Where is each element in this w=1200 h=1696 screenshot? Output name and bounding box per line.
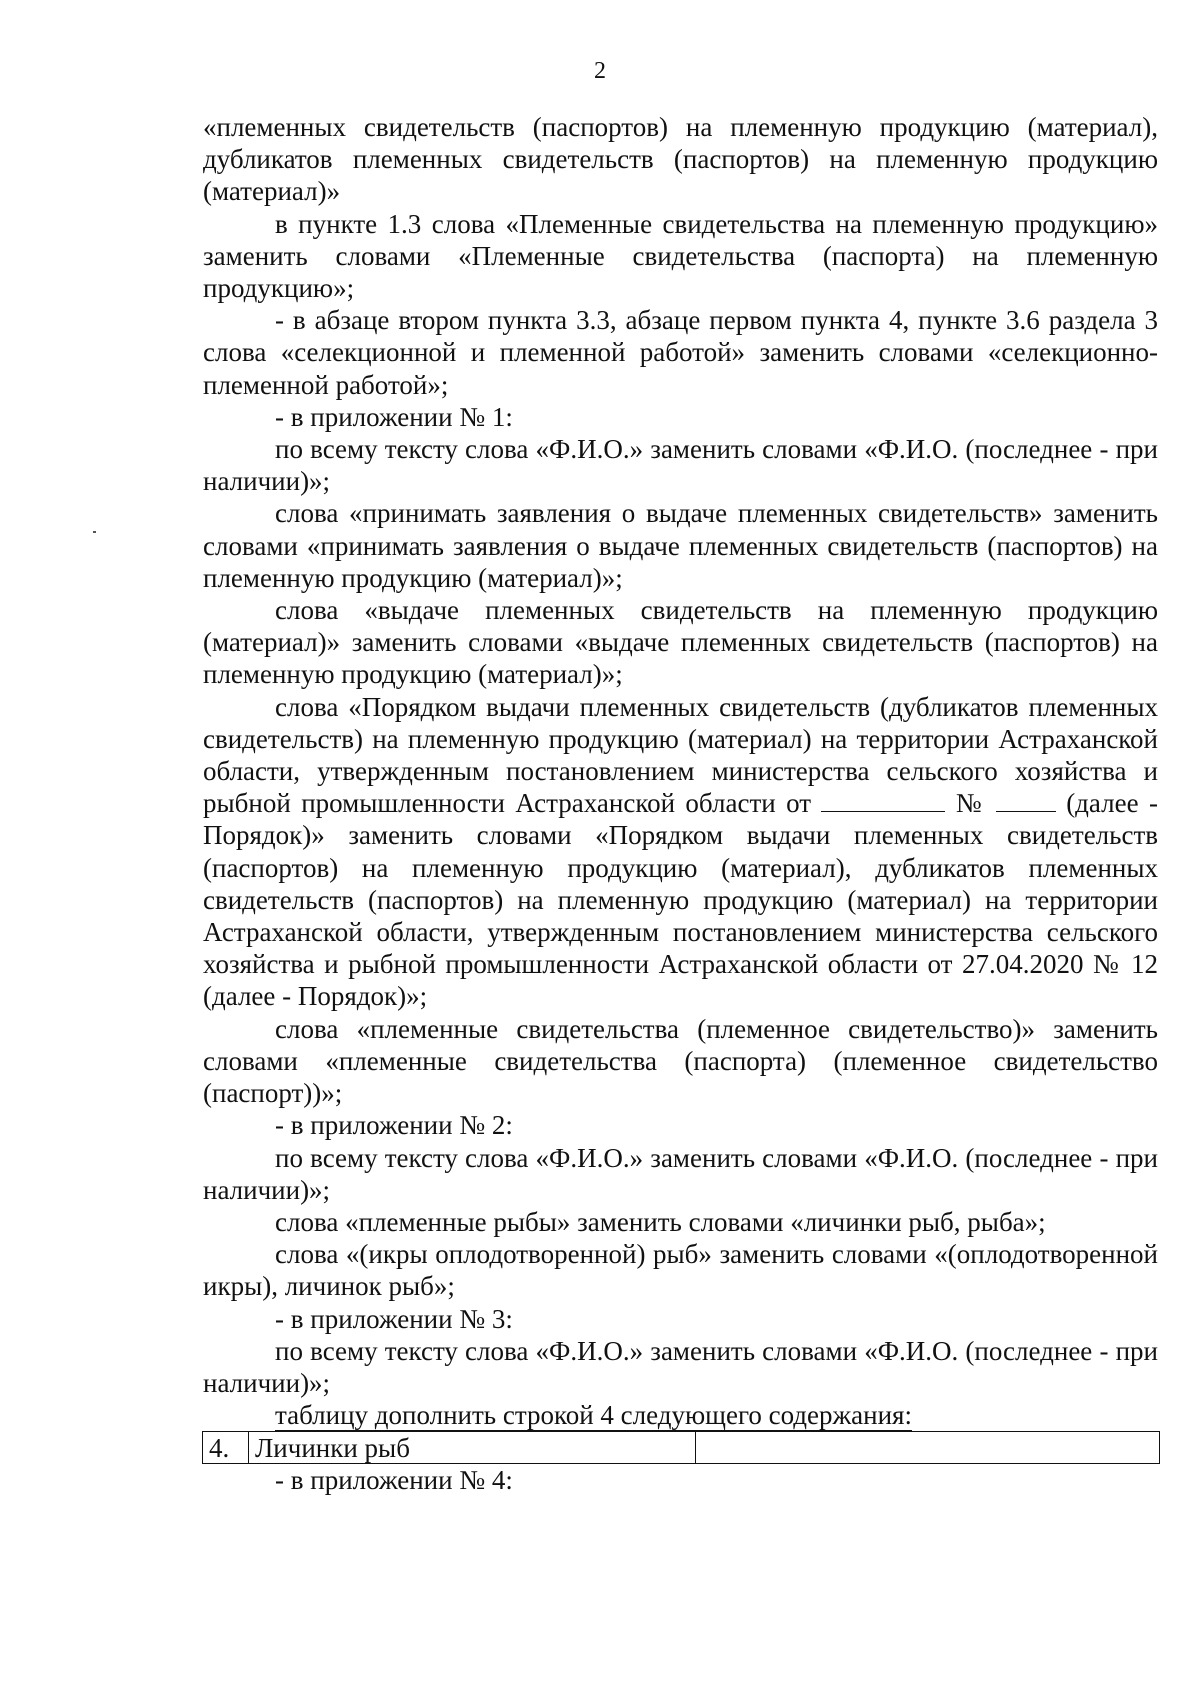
number-sign: № (955, 788, 986, 819)
paragraph-fish-words: слова «племенные рыбы» заменить словами «личинки рыб, рыба»; (275, 1206, 1046, 1237)
paragraph-item-1-3: в пункте 1.3 слова «Племенные свидетельства на племенную продукцию» заменить словами «Племенные свидетельства (паспорта) на племенную продукцию»; (203, 208, 1158, 304)
paragraph-roe-words: слова «(икры оплодотворенной) рыб» заменить словами «(оплодотворенной икры), личинок рыб»; (203, 1239, 1158, 1302)
paragraph-fio-appendix-3: по всему тексту слова «Ф.И.О.» заменить словами «Ф.И.О. (последнее - при наличии)»; (203, 1335, 1158, 1398)
table-cell-number: 4. (203, 1432, 249, 1464)
paragraph-issuance: слова «выдаче племенных свидетельств на племенную продукцию (материал)» заменить словами «выдаче племенных свидетельств (паспортов) на племенную продукцию (материал)»; (203, 595, 1158, 690)
paragraph-certificate-words: слова «племенные свидетельства (племенное свидетельство)» заменить словами «племенные свидетельства (паспорта) (племенное свидетельство (паспорт))»; (203, 1013, 1158, 1109)
order-text-after: (далее - Порядок)» заменить словами «Порядком выдачи племенных свидетельств (паспортов) на племенную продукцию (материал), дубликатов племенных свидетельств (паспортов) на племенную продукцию (материал) на территории Астраханской области, утвержденным постановлением министерства сельского хозяйства и рыбной промышленности Астраханской области от 27.04.2020 № 12 (далее - Порядок)»; (203, 788, 1158, 1012)
blank-date-line (821, 787, 945, 812)
paragraph-fio-appendix-1: по всему тексту слова «Ф.И.О.» заменить словами «Ф.И.О. (последнее - при наличии)»; (203, 434, 1158, 497)
scan-artifact-dot (93, 531, 96, 533)
table-cell-name: Личинки рыб (249, 1432, 696, 1464)
paragraph-appendix-1-heading: - в приложении № 1: (275, 401, 513, 432)
table-row (203, 1432, 1160, 1464)
paragraph-table-intro (203, 1399, 1158, 1431)
table-cell-value (696, 1432, 1160, 1464)
table-intro-text: таблицу дополнить строкой 4 следующего содержания: (275, 1400, 912, 1431)
paragraph-order-reference (203, 691, 1158, 1013)
paragraph-applications: слова «принимать заявления о выдаче племенных свидетельств» заменить словами «принимать заявления о выдаче племенных свидетельств (паспортов) на племенную продукцию (материал)»; (203, 498, 1158, 593)
blank-number-line (996, 787, 1056, 812)
document-body (203, 111, 1158, 1497)
paragraph-fio-appendix-2: по всему тексту слова «Ф.И.О.» заменить словами «Ф.И.О. (последнее - при наличии)»; (203, 1142, 1158, 1205)
order-text-before: слова «Порядком выдачи племенных свидетельств (дубликатов племенных свидетельств) на племенную продукцию (материал) на территории Астраханской области, утвержденным постановлением министерства сельского хозяйства и рыбной промышленности Астраханской области от (203, 691, 1158, 819)
paragraph-appendix-3-heading: - в приложении № 3: (275, 1303, 513, 1334)
paragraph-appendix-4-heading: - в приложении № 4: (275, 1465, 513, 1496)
addition-table (202, 1431, 1160, 1464)
paragraph-continuation: «племенных свидетельств (паспортов) на племенную продукцию (материал), дубликатов племенных свидетельств (паспортов) на племенную продукцию (материал)» (203, 112, 1158, 207)
paragraph-appendix-2-heading: - в приложении № 2: (275, 1110, 513, 1141)
page-number: 2 (594, 58, 606, 84)
paragraph-section-3: - в абзаце втором пункта 3.3, абзаце первом пункта 4, пункте 3.6 раздела 3 слова «селекционной и племенной работой» заменить словами «селекционно-племенной работой»; (203, 305, 1158, 400)
